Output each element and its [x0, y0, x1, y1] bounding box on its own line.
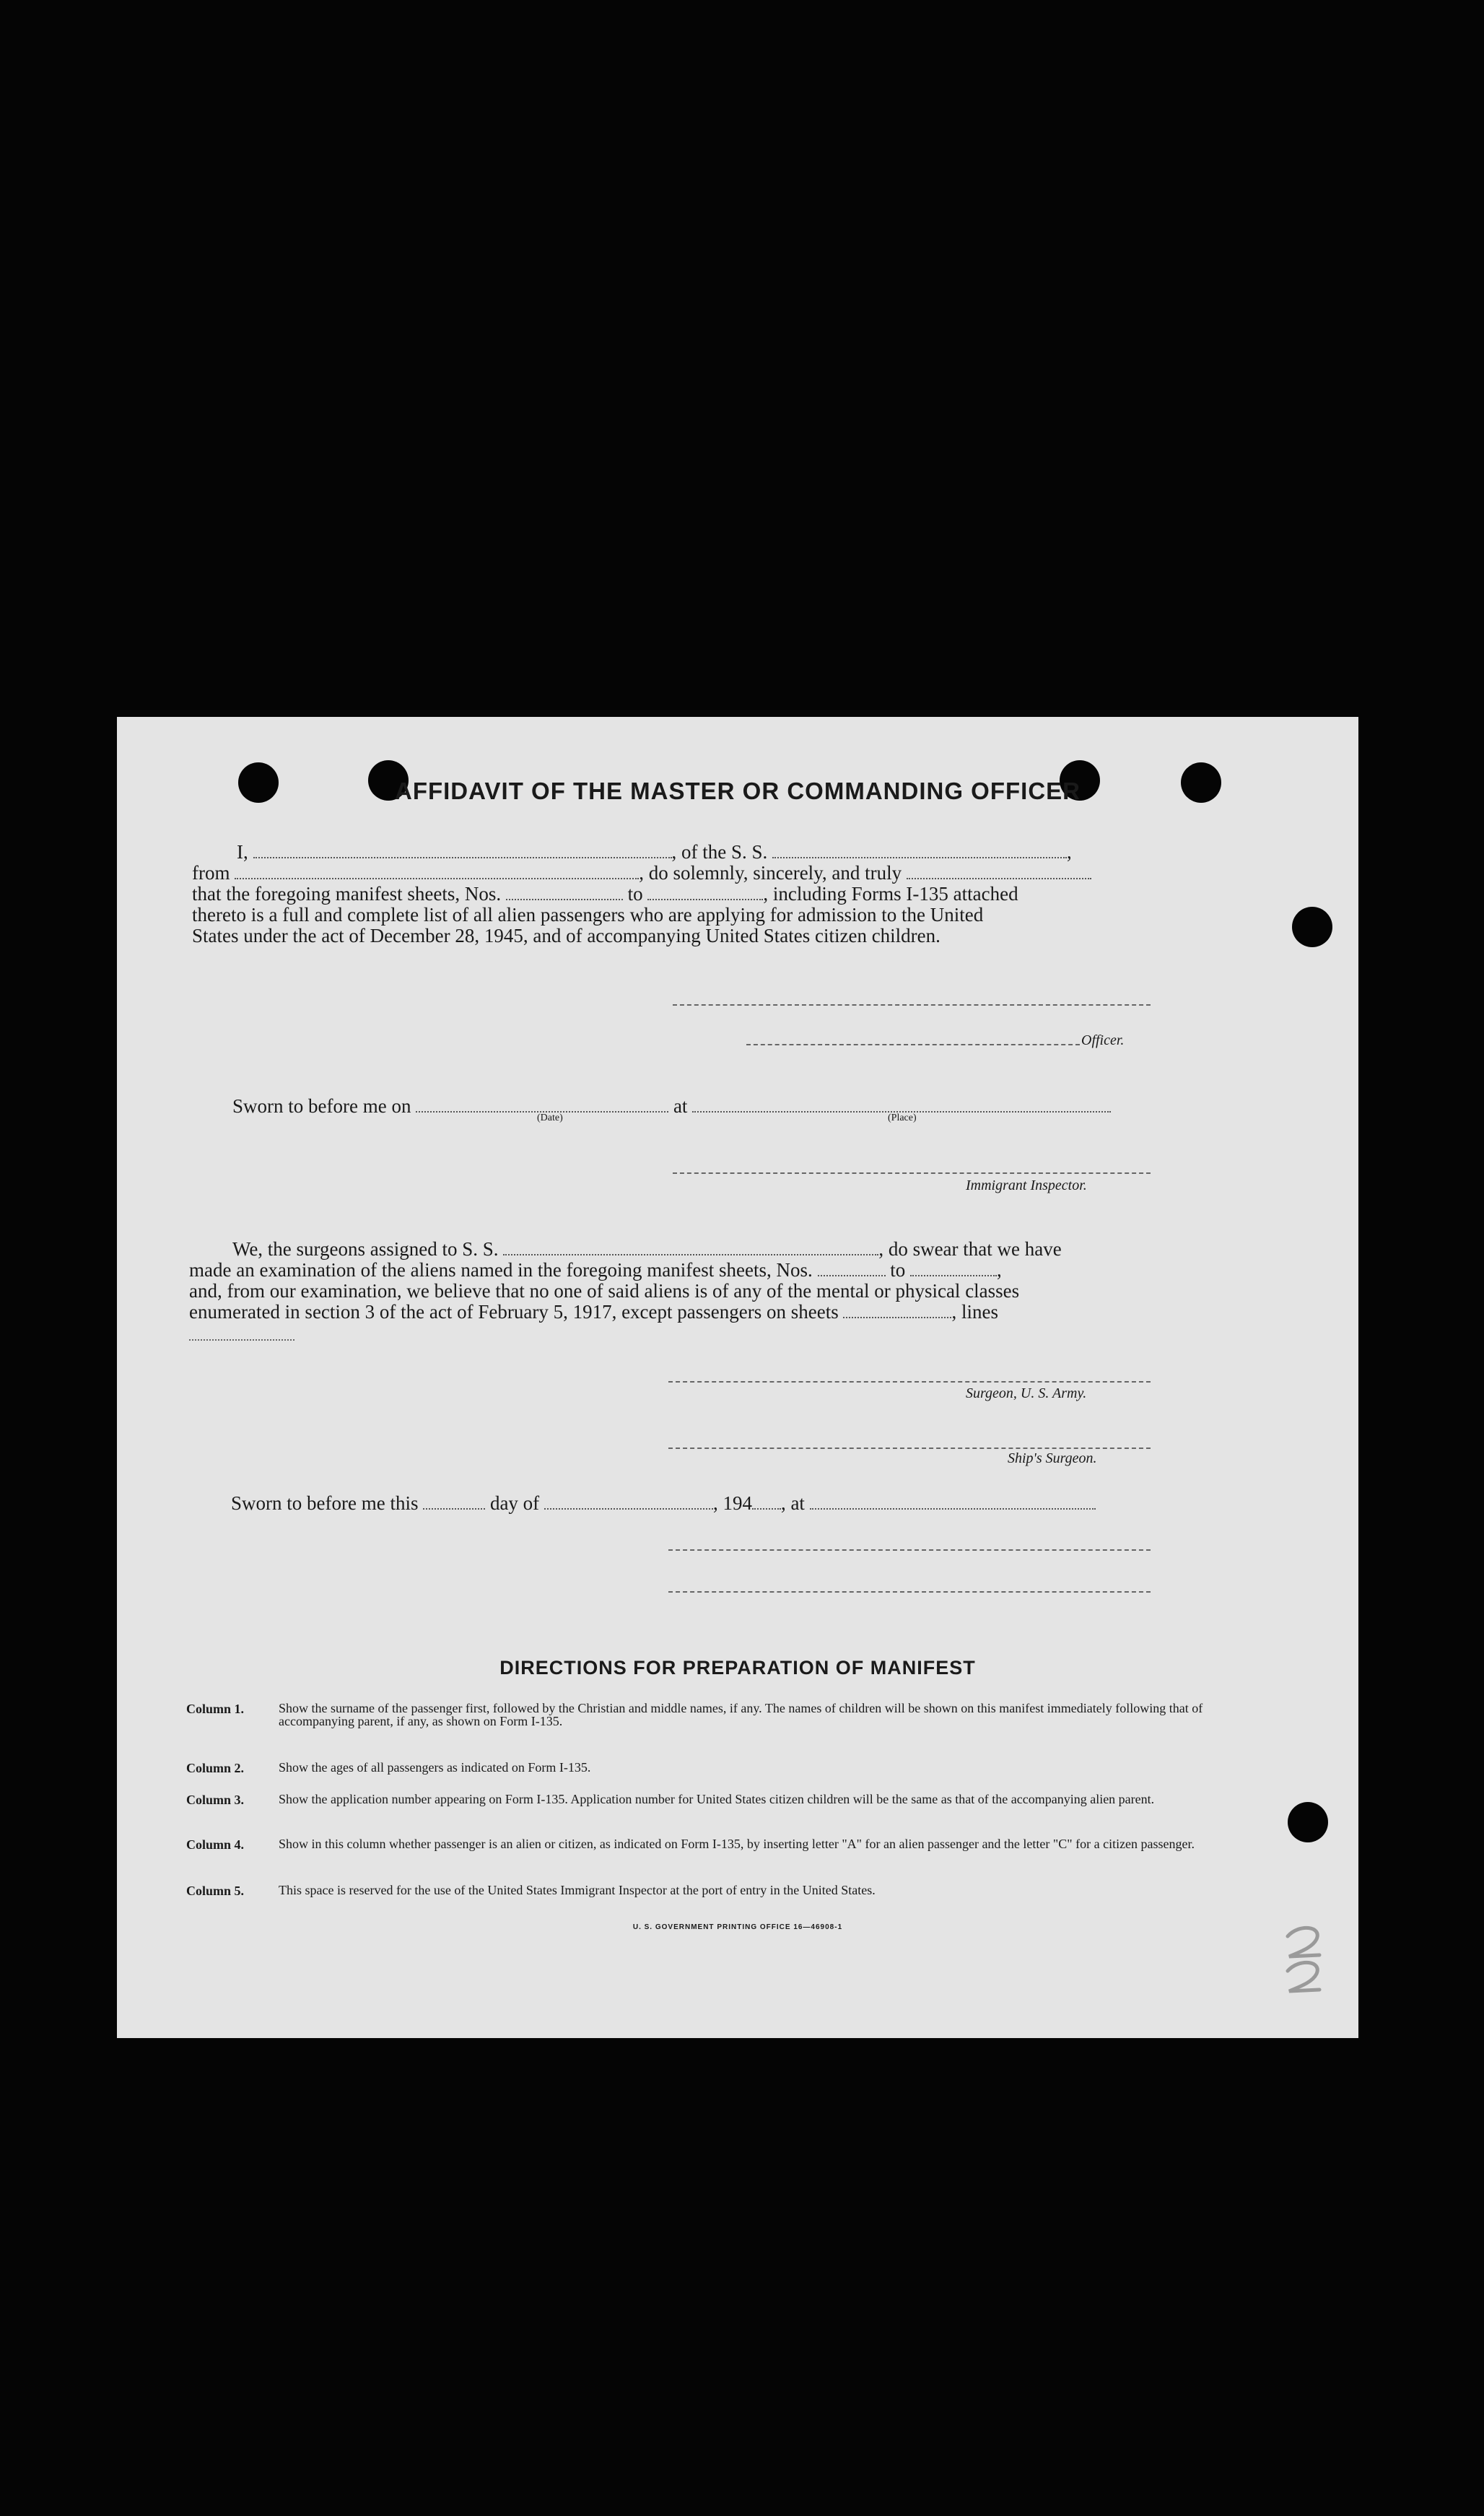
at-blank[interactable] [810, 1492, 1096, 1510]
affidavit-title: AFFIDAVIT OF THE MASTER OR COMMANDING OFFICER [394, 778, 1081, 804]
place-label: (Place) [888, 1113, 917, 1123]
ship-blank[interactable] [772, 841, 1067, 858]
truly-blank [907, 862, 1091, 879]
officer-caption: Officer. [1081, 1032, 1125, 1048]
column-1-text: Show the surname of the passenger first, followed by the Christian and middle names, if any. The names of children will be shown on this manifest immediately following that of accompanying parent, if any, as shown on Form I-135. [279, 1701, 1203, 1728]
sheets-blank[interactable] [843, 1301, 951, 1318]
place-blank[interactable] [692, 1095, 1111, 1113]
punch-hole [1288, 1802, 1328, 1842]
sworn-line-2: Sworn to before me this day of , 194 , at [231, 1492, 1096, 1514]
surgeons-line-1: We, the surgeons assigned to S. S. , do swear that we have [232, 1238, 1062, 1260]
column-5-text: This space is reserved for the use of the United States Immigrant Inspector at the port of entry in the United States. [279, 1883, 876, 1897]
date-blank[interactable] [416, 1095, 668, 1113]
column-5-label: Column 5. [186, 1884, 245, 1898]
from-blank[interactable] [235, 862, 639, 879]
lines-blank[interactable] [189, 1339, 294, 1341]
signature-line [673, 1172, 1151, 1174]
signature-line [668, 1591, 1151, 1593]
inspector-caption: Immigrant Inspector. [966, 1178, 1087, 1193]
surgeon-ship-blank[interactable] [503, 1238, 878, 1255]
form-page [117, 717, 1358, 2038]
affidavit-line-3: that the foregoing manifest sheets, Nos. to , including Forms I-135 attached [192, 883, 1018, 905]
column-2-label: Column 2. [186, 1761, 245, 1775]
affidavit-line-1: I, , of the S. S. , [237, 841, 1072, 863]
exam-from-blank[interactable] [818, 1259, 886, 1276]
signature-line [668, 1448, 1151, 1449]
surgeons-line-3: and, from our examination, we believe that no one of said aliens is of any of the mental or physical classes [189, 1280, 1020, 1302]
column-4-text: Show in this column whether passenger is an alien or citizen, as indicated on Form I-135, by inserting letter "A" for an alien passenger and the letter "C" for a citizen passenger. [279, 1837, 1195, 1851]
signature-line [746, 1044, 1080, 1045]
affidavit-line-5: States under the act of December 28, 1945, and of accompanying United States citizen children. [192, 925, 940, 946]
handwritten-number-mark [1278, 1920, 1335, 2000]
ships-surgeon-caption: Ship's Surgeon. [1008, 1450, 1097, 1466]
day-blank[interactable] [423, 1492, 485, 1510]
punch-hole [1292, 907, 1332, 947]
signature-line [673, 1004, 1151, 1006]
column-1-label: Column 1. [186, 1702, 245, 1716]
signature-line [668, 1549, 1151, 1551]
name-blank[interactable] [253, 841, 672, 858]
printing-office-footer: U. S. GOVERNMENT PRINTING OFFICE 16—46908-1 [632, 1923, 843, 1931]
surgeons-line-2: made an examination of the aliens named in the foregoing manifest sheets, Nos. to , [189, 1259, 1002, 1281]
column-3-text: Show the application number appearing on Form I-135. Application number for United States citizen children will be the same as that of the accompanying alien parent. [279, 1792, 1155, 1806]
sworn-line-1: Sworn to before me on at [232, 1095, 1111, 1117]
directions-title: DIRECTIONS FOR PREPARATION OF MANIFEST [499, 1657, 976, 1679]
date-label: (Date) [537, 1113, 563, 1123]
sheets-from-blank[interactable] [506, 883, 623, 900]
column-2-text: Show the ages of all passengers as indicated on Form I-135. [279, 1760, 591, 1775]
column-3-label: Column 3. [186, 1793, 245, 1807]
army-surgeon-caption: Surgeon, U. S. Army. [966, 1385, 1087, 1401]
affidavit-line-2: from , do solemnly, sincerely, and truly [192, 862, 1091, 884]
signature-line [668, 1381, 1151, 1383]
column-4-label: Column 4. [186, 1837, 245, 1852]
affidavit-line-4: thereto is a full and complete list of all alien passengers who are applying for admission to the United [192, 904, 984, 926]
month-blank[interactable] [544, 1492, 713, 1510]
exam-to-blank[interactable] [910, 1259, 997, 1276]
surgeons-line-4: enumerated in section 3 of the act of February 5, 1917, except passengers on sheets , lines [189, 1301, 998, 1323]
year-blank[interactable] [752, 1492, 781, 1510]
sheets-to-blank[interactable] [647, 883, 763, 900]
